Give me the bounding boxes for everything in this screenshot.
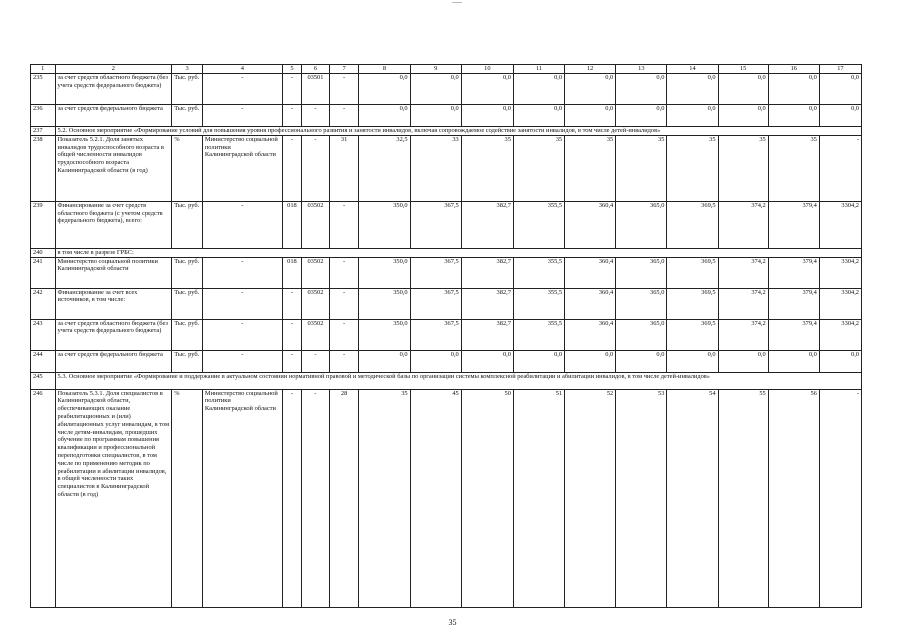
value-cell: 0,0 xyxy=(513,350,564,372)
value-cell: 0,0 xyxy=(718,74,768,105)
indicator-name: Финансирование за счет всех источников, в том числе: xyxy=(55,288,172,319)
value-cell: 0,0 xyxy=(768,350,819,372)
responsible-cell: - xyxy=(202,74,282,105)
value-cell: 369,5 xyxy=(667,288,718,319)
code-cell: - xyxy=(302,135,330,201)
table-row xyxy=(31,105,862,127)
value-cell: 0,0 xyxy=(667,105,718,127)
value-cell: 51 xyxy=(513,389,564,607)
table-row xyxy=(31,135,862,201)
value-cell: 360,4 xyxy=(565,288,616,319)
budget-table xyxy=(30,64,862,608)
value-cell: 45 xyxy=(410,389,461,607)
value-cell: 33 xyxy=(410,135,461,201)
column-number: 6 xyxy=(302,65,330,74)
row-number: 245 xyxy=(31,372,56,389)
column-number-row xyxy=(31,65,862,74)
code-cell: - xyxy=(282,319,301,350)
unit-cell: Тыс. руб. xyxy=(172,201,203,248)
unit-cell: Тыс. руб. xyxy=(172,319,203,350)
value-cell: 369,5 xyxy=(667,319,718,350)
indicator-name: Показатель 5.3.1. Доля специалистов в Калининградской области, обеспечивающих оказание реабилитационных и (или) абилитационных услуг инвалидам, в том числе детям-инвалидам, прошедших обучение по программам повышения квалификации и профессиональной переподготовки специалистов, в том числе по применению методик по реабилитации и абилитации инвалидов, в общей численности таких специалистов в Калининградской области (в год) xyxy=(55,389,172,607)
responsible-cell: - xyxy=(202,201,282,248)
value-cell: 0,0 xyxy=(461,350,513,372)
code-cell: - xyxy=(329,105,359,127)
code-cell: - xyxy=(302,389,330,607)
value-cell: 0,0 xyxy=(819,74,861,105)
code-cell: - xyxy=(302,350,330,372)
indicator-name: за счет средств областного бюджета (без учета средств федерального бюджета) xyxy=(55,319,172,350)
code-cell: - xyxy=(282,135,301,201)
value-cell: 3304,2 xyxy=(819,257,861,288)
table-row xyxy=(31,389,862,607)
value-cell: 379,4 xyxy=(768,319,819,350)
row-number: 241 xyxy=(31,257,56,288)
value-cell: 0,0 xyxy=(410,350,461,372)
value-cell: 32,5 xyxy=(359,135,410,201)
code-cell: 018 xyxy=(282,201,301,248)
value-cell: 365,0 xyxy=(616,288,667,319)
value-cell: 0,0 xyxy=(768,74,819,105)
page-top-mark xyxy=(452,2,462,3)
column-number: 4 xyxy=(202,65,282,74)
indicator-name: за счет средств областного бюджета (без учета средств федерального бюджета) xyxy=(55,74,172,105)
unit-cell: Тыс. руб. xyxy=(172,105,203,127)
value-cell: 374,2 xyxy=(718,257,768,288)
row-number: 236 xyxy=(31,105,56,127)
value-cell: 35 xyxy=(513,135,564,201)
code-cell: - xyxy=(329,319,359,350)
column-number: 8 xyxy=(359,65,410,74)
value-cell: 367,5 xyxy=(410,319,461,350)
value-cell: 350,0 xyxy=(359,257,410,288)
column-number: 2 xyxy=(55,65,172,74)
value-cell: 55 xyxy=(718,389,768,607)
value-cell: 360,4 xyxy=(565,257,616,288)
unit-cell: Тыс. руб. xyxy=(172,74,203,105)
column-number: 16 xyxy=(768,65,819,74)
value-cell: 3304,2 xyxy=(819,288,861,319)
section-title: в том числе в разрезе ГРБС: xyxy=(55,248,861,257)
code-cell: - xyxy=(329,350,359,372)
responsible-cell: - xyxy=(202,257,282,288)
value-cell: 355,5 xyxy=(513,257,564,288)
value-cell: 350,0 xyxy=(359,288,410,319)
unit-cell: % xyxy=(172,389,203,607)
value-cell: 0,0 xyxy=(410,74,461,105)
value-cell: 0,0 xyxy=(513,74,564,105)
column-number: 13 xyxy=(616,65,667,74)
value-cell: 0,0 xyxy=(565,350,616,372)
column-number: 17 xyxy=(819,65,861,74)
value-cell: 3304,2 xyxy=(819,319,861,350)
value-cell: 54 xyxy=(667,389,718,607)
value-cell: 369,5 xyxy=(667,201,718,248)
value-cell: 367,5 xyxy=(410,201,461,248)
value-cell: 0,0 xyxy=(565,105,616,127)
value-cell: 374,2 xyxy=(718,201,768,248)
value-cell: 0,0 xyxy=(667,350,718,372)
value-cell: 35 xyxy=(461,135,513,201)
code-cell: 03502 xyxy=(302,288,330,319)
value-cell: 0,0 xyxy=(359,74,410,105)
code-cell: 31 xyxy=(329,135,359,201)
table-row xyxy=(31,288,862,319)
indicator-name: за счет средств федерального бюджета xyxy=(55,105,172,127)
value-cell: 367,5 xyxy=(410,257,461,288)
code-cell: - xyxy=(282,350,301,372)
code-cell: - xyxy=(302,105,330,127)
value-cell: 35 xyxy=(565,135,616,201)
value-cell: 365,0 xyxy=(616,319,667,350)
row-number: 244 xyxy=(31,350,56,372)
row-number: 238 xyxy=(31,135,56,201)
column-number: 9 xyxy=(410,65,461,74)
code-cell: - xyxy=(329,74,359,105)
column-number: 3 xyxy=(172,65,203,74)
code-cell: - xyxy=(282,389,301,607)
code-cell: - xyxy=(282,74,301,105)
value-cell: 355,5 xyxy=(513,319,564,350)
value-cell: 379,4 xyxy=(768,257,819,288)
value-cell: 35 xyxy=(359,389,410,607)
value-cell: 0,0 xyxy=(410,105,461,127)
column-number: 10 xyxy=(461,65,513,74)
code-cell: 03502 xyxy=(302,257,330,288)
column-number: 14 xyxy=(667,65,718,74)
value-cell: 0,0 xyxy=(359,350,410,372)
value-cell: 0,0 xyxy=(718,350,768,372)
row-number: 240 xyxy=(31,248,56,257)
value-cell: 369,5 xyxy=(667,257,718,288)
value-cell: 52 xyxy=(565,389,616,607)
value-cell: 35 xyxy=(667,135,718,201)
indicator-name: Финансирование за счет средств областного бюджета (с учетом средств федерального бюджета), всего: xyxy=(55,201,172,248)
unit-cell: Тыс. руб. xyxy=(172,257,203,288)
code-cell: 03501 xyxy=(302,74,330,105)
section-row xyxy=(31,248,862,257)
value-cell: 355,5 xyxy=(513,288,564,319)
column-number: 11 xyxy=(513,65,564,74)
value-cell: 367,5 xyxy=(410,288,461,319)
column-number: 7 xyxy=(329,65,359,74)
code-cell: 03502 xyxy=(302,201,330,248)
value-cell: 35 xyxy=(768,135,819,201)
value-cell: 0,0 xyxy=(616,74,667,105)
value-cell: - xyxy=(819,135,861,201)
code-cell: - xyxy=(329,288,359,319)
indicator-name: Министерство социальной политики Калининградской области xyxy=(55,257,172,288)
value-cell: 360,4 xyxy=(565,201,616,248)
value-cell: 0,0 xyxy=(819,105,861,127)
row-number: 243 xyxy=(31,319,56,350)
indicator-name: за счет средств федерального бюджета xyxy=(55,350,172,372)
row-number: 235 xyxy=(31,74,56,105)
value-cell: 3304,2 xyxy=(819,201,861,248)
value-cell: 382,7 xyxy=(461,257,513,288)
row-number: 246 xyxy=(31,389,56,607)
column-number: 5 xyxy=(282,65,301,74)
value-cell: 360,4 xyxy=(565,319,616,350)
value-cell: 382,7 xyxy=(461,288,513,319)
section-title: 5.2. Основное мероприятие «Формирование условий для повышения уровня профессионального развития и занятости инвалидов, включая сопровождаемое содействие занятости инвалидов, в том числе детей-инвалидов» xyxy=(55,127,861,136)
value-cell: 382,7 xyxy=(461,319,513,350)
value-cell: 0,0 xyxy=(616,105,667,127)
value-cell: 0,0 xyxy=(513,105,564,127)
value-cell: 0,0 xyxy=(616,350,667,372)
column-number: 15 xyxy=(718,65,768,74)
section-row xyxy=(31,372,862,389)
table-row xyxy=(31,319,862,350)
table-row xyxy=(31,350,862,372)
value-cell: 35 xyxy=(718,135,768,201)
code-cell: - xyxy=(282,105,301,127)
code-cell: - xyxy=(329,257,359,288)
code-cell: - xyxy=(329,201,359,248)
responsible-cell: - xyxy=(202,319,282,350)
table-row xyxy=(31,74,862,105)
value-cell: 365,0 xyxy=(616,201,667,248)
value-cell: 35 xyxy=(616,135,667,201)
value-cell: 379,4 xyxy=(768,201,819,248)
value-cell: 374,2 xyxy=(718,319,768,350)
unit-cell: Тыс. руб. xyxy=(172,350,203,372)
indicator-name: Показатель 5.2.1. Доля занятых инвалидов трудоспособного возраста в общей численности инвалидов трудоспособного возраста Калининградской области (в год) xyxy=(55,135,172,201)
code-cell: 018 xyxy=(282,257,301,288)
value-cell: 0,0 xyxy=(667,74,718,105)
responsible-cell: Министерство социальной политики Калининградской области xyxy=(202,389,282,607)
responsible-cell: Министерство социальной политики Калининградской области xyxy=(202,135,282,201)
row-number: 237 xyxy=(31,127,56,136)
value-cell: 379,4 xyxy=(768,288,819,319)
value-cell: - xyxy=(819,389,861,607)
column-number: 1 xyxy=(31,65,56,74)
value-cell: 0,0 xyxy=(565,74,616,105)
section-row xyxy=(31,127,862,136)
value-cell: 355,5 xyxy=(513,201,564,248)
value-cell: 0,0 xyxy=(768,105,819,127)
value-cell: 0,0 xyxy=(461,105,513,127)
responsible-cell: - xyxy=(202,350,282,372)
value-cell: 53 xyxy=(616,389,667,607)
value-cell: 374,2 xyxy=(718,288,768,319)
value-cell: 365,0 xyxy=(616,257,667,288)
code-cell: - xyxy=(282,288,301,319)
responsible-cell: - xyxy=(202,288,282,319)
column-number: 12 xyxy=(565,65,616,74)
value-cell: 56 xyxy=(768,389,819,607)
value-cell: 0,0 xyxy=(359,105,410,127)
page-number: 35 xyxy=(448,618,457,627)
code-cell: 28 xyxy=(329,389,359,607)
value-cell: 0,0 xyxy=(718,105,768,127)
table-row xyxy=(31,257,862,288)
value-cell: 350,0 xyxy=(359,319,410,350)
unit-cell: % xyxy=(172,135,203,201)
row-number: 242 xyxy=(31,288,56,319)
unit-cell: Тыс. руб. xyxy=(172,288,203,319)
section-title: 5.3. Основное мероприятие «Формирование и поддержание в актуальном состоянии нормативной правовой и методической базы по организации системы комплексной реабилитации и абилитации инвалидов, в том числе детей-инвалидов» xyxy=(55,372,861,389)
value-cell: 0,0 xyxy=(819,350,861,372)
value-cell: 350,0 xyxy=(359,201,410,248)
value-cell: 0,0 xyxy=(461,74,513,105)
value-cell: 50 xyxy=(461,389,513,607)
row-number: 239 xyxy=(31,201,56,248)
code-cell: 03502 xyxy=(302,319,330,350)
responsible-cell: - xyxy=(202,105,282,127)
table-row xyxy=(31,201,862,248)
value-cell: 382,7 xyxy=(461,201,513,248)
